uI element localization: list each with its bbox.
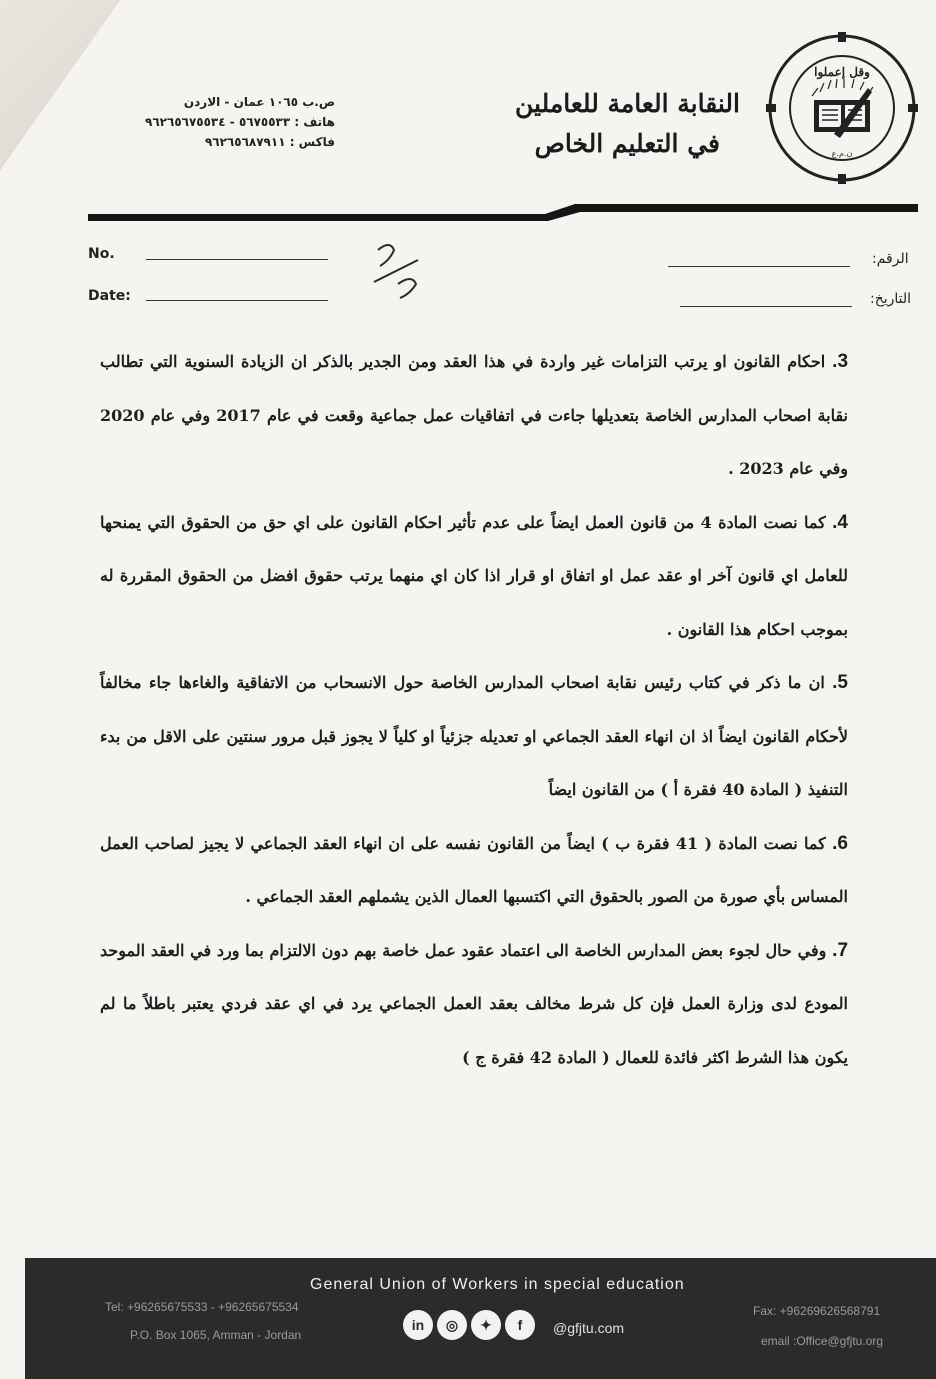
handwritten-page-number (360, 236, 430, 306)
header-rule (0, 0, 936, 230)
item-text: احكام القانون او يرتب التزامات غير واردة في هذا العقد ومن الجدير بالذكر ان الزيادة السنوية التي تطالب نقابة اصحاب المدارس الخاصة بتعديلها جاءت في اتفاقيات عمل جماعية وقعت في عام 2017 وفي عام 2020 وفي عام 2023 . (100, 352, 848, 478)
item-number: 4. (832, 511, 848, 533)
date-line (146, 300, 328, 301)
date-line-ar (680, 306, 852, 307)
union-name-line1: النقابة العامة للعاملين (515, 89, 740, 118)
item-text: كما نصت المادة ( 41 فقرة ب ) ايضاً من القانون نفسه على ان انهاء العقد الجماعي لا يجيز لصاحب العمل المساس بأي صورة من الصور بالحقوق التي اكتسبها العمال الذين يشملهم العقد الجماعي . (100, 833, 848, 906)
no-label: No. (88, 246, 115, 262)
item-text: وفي حال لجوء بعض المدارس الخاصة الى اعتماد عقود عمل خاصة بهم دون الالتزام بما ورد في العقد الموحد المودع لدى وزارة العمل فإن كل شرط مخالف بعقد العمل الجماعي يرد في اي عقد فردي يعتبر باطلاً ما لم يكون هذا الشرط اكثر فائدة للعمال ( المادة 42 فقرة ج ) (100, 940, 848, 1067)
instagram-icon[interactable]: ◎ (437, 1310, 467, 1340)
fax-ar: فاكس : ٩٦٢٦٥٦٨٧٩١١ (204, 135, 335, 149)
list-item (100, 335, 848, 496)
footer-po-box: P.O. Box 1065, Amman - Jordan (130, 1328, 302, 1342)
facebook-icon[interactable]: f (505, 1310, 535, 1340)
item-number: 5. (832, 672, 848, 693)
phone-ar: هاتف : ٥٦٧٥٥٣٣ - ٩٦٢٦٥٦٧٥٥٣٤ (145, 115, 335, 129)
po-box-ar: ص.ب ١٠٦٥ عمان - الاردن (183, 95, 335, 109)
ref-line-ar (668, 266, 850, 267)
no-line (146, 259, 328, 260)
item-number: 6. (832, 832, 848, 854)
svg-text:ن.م.ع: ن.م.ع (831, 149, 853, 158)
date-label: Date: (88, 288, 131, 304)
footer-fax: Fax: +96269626568791 (753, 1304, 881, 1318)
logo-motto: وقل إعملوا (814, 65, 870, 79)
union-name-line2: في التعليم الخاص (534, 129, 720, 158)
list-item (100, 496, 848, 657)
item-text: كما نصت المادة 4 من قانون العمل ايضاً على عدم تأثير احكام القانون على اي حق من الحقوق التي يمنحها للعامل اي قانون آخر او عقد عمل او اتفاق او قرار اذا كان اي منهما يرتب حقوق افضل من الحقوق المقررة له بموجب احكام هذا القانون . (100, 512, 848, 639)
linkedin-icon[interactable]: in (403, 1310, 433, 1340)
item-number: 7. (832, 939, 849, 961)
item-number: 3. (832, 351, 849, 372)
item-text: ان ما ذكر في كتاب رئيس نقابة اصحاب المدارس الخاصة حول الانسحاب من الاتفاقية والغاءها جاء مخالفاً لأحكام القانون ايضاً اذ ان انهاء العقد الجماعي او تعديله جزئياً او كلياً لا يجوز قبل مرور سنتين على الاقل من بدء التنفيذ ( المادة 40 فقرة أ ) من القانون ايضاً (100, 673, 848, 799)
list-item (100, 924, 848, 1085)
date-label-ar: التاريخ: (870, 291, 912, 307)
letter-body (100, 335, 848, 1084)
ref-label-ar: الرقم: (872, 251, 909, 267)
footer-bar (25, 1258, 936, 1379)
footer-handle[interactable]: @gfjtu.com (553, 1320, 625, 1336)
footer-title: General Union of Workers in special education (310, 1276, 685, 1293)
list-item (100, 656, 848, 817)
twitter-icon[interactable]: ✦ (471, 1310, 501, 1340)
list-item (100, 817, 848, 924)
footer-email[interactable]: email :Office@gfjtu.org (761, 1334, 884, 1348)
footer-tel: Tel: +96265675533 - +96265675534 (105, 1300, 299, 1314)
social-icons (403, 1310, 535, 1340)
